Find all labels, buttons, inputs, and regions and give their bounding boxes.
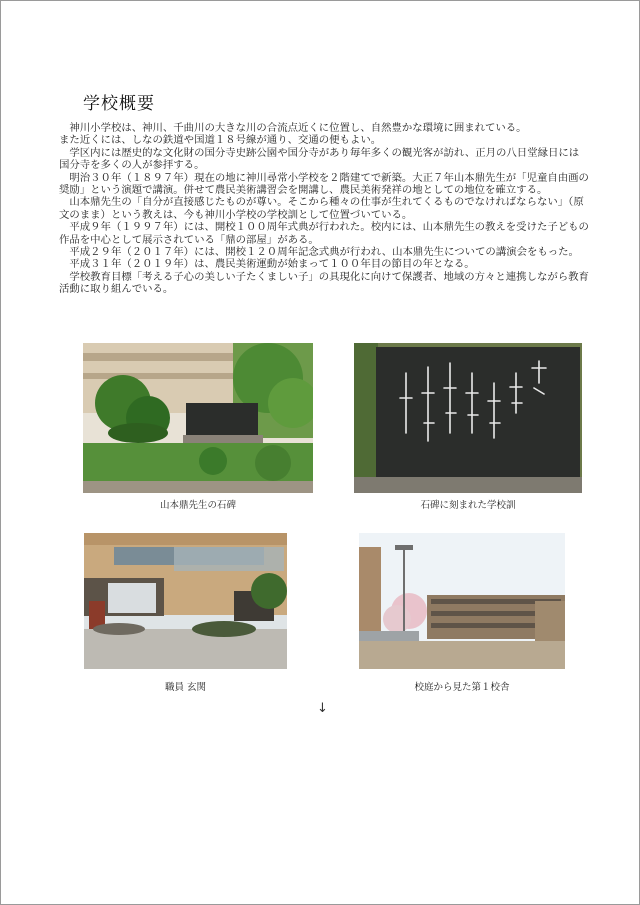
caption-staff-entrance: 職員 玄関 bbox=[164, 682, 207, 693]
school-overview-text: 神川小学校は、神川、千曲川の大きな川の合流点近くに位置し、自然豊かな環境に囲まれている。 また近くには、しなの鉄道や国道１８号線が通り、交通の便もよい。 学区内には歴史的な文化財の国分寺史跡公園や国分寺があり毎年多くの観光客が訪れ、正月の八日堂縁日には国分寺を多くの人が参拝する。 明治３０年（１８９７年）現在の地に神川尋常小学校を２階建てで新築。大正７年山本鼎先生が「児童自由画の奨励」という演題で講演。併せて農民美術講習会を開講し、農民美術発祥の地としての地位を確立する。 山本鼎先生の「自分が直接感じたものが尊い。そこから種々の仕事が生れてくるものでなければならない」（原文のまま）という教えは、今も神川小学校の学校訓として位置づいている。 平成９年（１９９７年）には、開校１００周年式典が行われた。校内には、山本鼎先生の教えを受けた子どもの作品を中心として展示されている「鼎の部屋」がある。 平成２９年（２０１７年）には、開校１２０周年記念式典が行われ、山本鼎先生についての講演会をもった。 平成３１年（２０１９年）は、農民美術運動が始まって１００年目の節目の年となる。 学校教育目標「考える子心の美しい子たくましい子」の具現化に向けて保護者、地域の方々と連携しながら教育活動に取り組んでいる。 bbox=[59, 122, 589, 296]
caption-schoolyard-building: 校庭から見た第１校舎 bbox=[414, 682, 510, 693]
photo-staff-entrance bbox=[84, 533, 287, 669]
caption-stone-monument: 山本鼎先生の石碑 bbox=[159, 500, 236, 511]
photo-engraved-motto bbox=[354, 343, 582, 493]
photo-stone-monument bbox=[83, 343, 313, 493]
down-arrow-icon: ↓ bbox=[317, 701, 328, 716]
caption-engraved-motto: 石碑に刻まれた学校訓 bbox=[420, 500, 516, 511]
page-title: 学校概要 bbox=[83, 94, 155, 114]
photo-schoolyard-building bbox=[359, 533, 565, 669]
